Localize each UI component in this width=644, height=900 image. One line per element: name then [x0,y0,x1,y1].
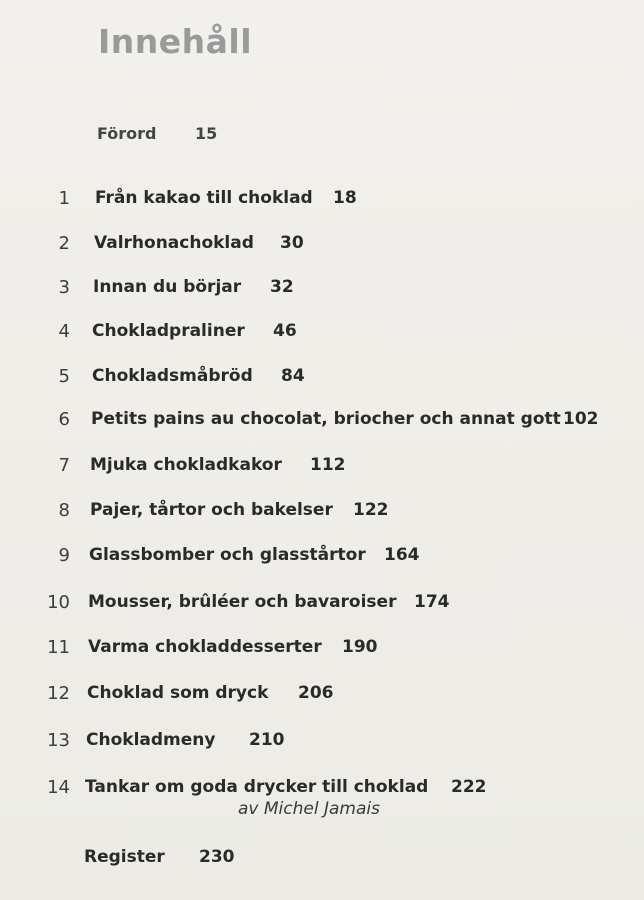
toc-entry [0,364,644,394]
chapter-title: Chokladpraliner [92,321,245,341]
toc-entry-register [0,845,644,875]
chapter-title: Mousser, brûléer och bavaroiser [88,592,397,612]
toc-entry [0,275,644,305]
toc-entry [0,543,644,573]
chapter-page: 222 [451,777,487,797]
toc-entry [0,635,644,665]
chapter-number: 9 [58,545,70,566]
chapter-author: av Michel Jamais [238,799,380,819]
chapter-title: Chokladsmåbröd [92,366,253,386]
chapter-title: Varma chokladdesserter [88,637,322,657]
toc-entry [0,681,644,711]
toc-entry [0,231,644,261]
chapter-number: 6 [58,409,70,430]
chapter-number: 7 [58,455,70,476]
toc-entry-page: 15 [195,124,218,143]
toc-entry [0,498,644,528]
chapter-title: Tankar om goda drycker till choklad [85,777,429,797]
chapter-number: 13 [47,730,70,751]
toc-entry-foreword [0,122,644,152]
chapter-number: 10 [47,592,70,613]
chapter-page: 32 [270,277,294,297]
chapter-number: 14 [47,777,70,798]
toc-entry [0,186,644,216]
page-title: Innehåll [98,22,253,61]
chapter-title: Från kakao till choklad [95,188,313,208]
chapter-number: 2 [58,233,70,254]
chapter-title: Chokladmeny [86,730,216,750]
toc-entry-label: Register [84,847,165,867]
chapter-title: Pajer, tårtor och bakelser [90,500,333,520]
chapter-title: Valrhonachoklad [94,233,254,253]
chapter-number: 12 [47,683,70,704]
chapter-page: 46 [273,321,297,341]
chapter-title: Petits pains au chocolat, briocher och annat gott [91,409,561,429]
toc-entry-page: 230 [199,847,235,867]
chapter-page: 190 [342,637,378,657]
toc-entry-label: Förord [97,124,157,143]
chapter-title: Glassbomber och glasstårtor [89,545,366,565]
toc-entry [0,407,644,437]
chapter-number: 8 [58,500,70,521]
chapter-page: 84 [281,366,305,386]
chapter-page: 122 [353,500,389,520]
chapter-page: 112 [310,455,346,475]
chapter-page: 210 [249,730,285,750]
chapter-page: 206 [298,683,334,703]
chapter-number: 11 [47,637,70,658]
chapter-page: 30 [280,233,304,253]
chapter-page: 164 [384,545,420,565]
chapter-title: Innan du börjar [93,277,242,297]
chapter-page: 102 [563,409,599,429]
chapter-title: Mjuka chokladkakor [90,455,282,475]
toc-entry [0,319,644,349]
toc-entry [0,590,644,620]
chapter-page: 174 [414,592,450,612]
toc-entry [0,728,644,758]
chapter-number: 1 [58,188,70,209]
chapter-title: Choklad som dryck [87,683,269,703]
chapter-page: 18 [333,188,357,208]
chapter-number: 4 [58,321,70,342]
chapter-number: 5 [58,366,70,387]
toc-entry [0,453,644,483]
chapter-number: 3 [58,277,70,298]
